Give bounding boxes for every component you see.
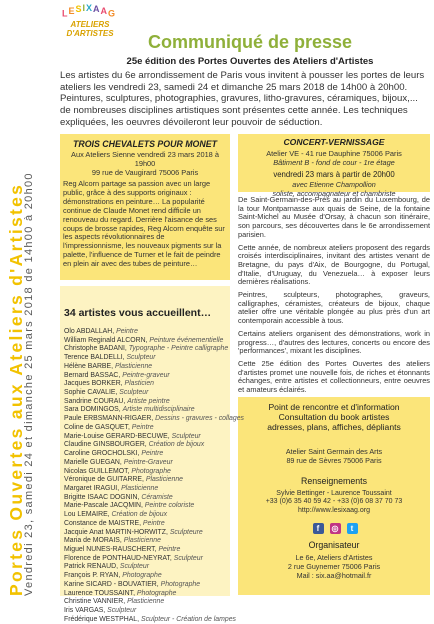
contact-names: Sylvie Bettinger - Laurence Toussaint: [276, 490, 392, 497]
artist-item: [64, 450, 228, 459]
artist-name: Nicolas GUILLEMOT,: [64, 467, 132, 475]
visit-address-street: 89 rue de Sèvres 75006 Paris: [286, 455, 382, 465]
artist-name: Florence de PONTHAUD-NEYRAT,: [64, 554, 174, 562]
logo-letter: S: [75, 4, 83, 15]
artist-discipline: Plasticien: [124, 380, 155, 388]
artist-discipline: Sculpteure: [169, 528, 203, 536]
renseignements-text: [238, 490, 430, 515]
artist-name: Laurence TOUSSAINT,: [64, 589, 137, 597]
description-paragraph: Peintres, sculpteurs, photographes, graveurs, calligraphes, céramistes, créateurs de bijoux, chaque atelier offre une véritable plongée au plus près d'un art contemporain accessible à tous.: [238, 290, 430, 326]
artist-item: [64, 494, 228, 503]
monet-date: Aux Ateliers Sienne vendredi 23 mars 2018 à 19h00: [71, 150, 219, 168]
artist-name: Terence BALDELLI,: [64, 354, 127, 362]
description-paragraph: De Saint-Germain-des-Prés au jardin du Luxembourg, de la tour Montparnasse aux quais de Seine, de la fontaine Saint-Michel au Musée d'Orsay, à chacun son itinéraire, son parcours, ses découvertes dans le 6e arrondissement parisien.: [238, 195, 430, 239]
organisateur-text: [238, 553, 430, 580]
logo-letter: A: [100, 5, 109, 16]
artist-item: [64, 337, 228, 346]
artists-list-title: 34 artistes vous accueillent…: [64, 307, 212, 319]
artist-name: Marie-Louise GERARD-BECUWE,: [64, 432, 172, 440]
monet-address: 99 rue de Vaugirard 75006 Paris: [91, 168, 199, 177]
artist-item: [64, 598, 228, 607]
artist-item: [64, 459, 228, 468]
visit-line: Point de rencontre et d'information: [268, 402, 400, 412]
artist-name: Claudine GINSBOURGER,: [64, 441, 149, 449]
artist-name: Véronique de GUITARRE,: [64, 476, 146, 484]
artist-discipline: Peintre: [131, 423, 154, 431]
visit-address: [238, 448, 430, 465]
twitter-icon[interactable]: t: [347, 523, 358, 534]
monet-description: Reg Alcorn partage sa passion avec un large public, grâce à des supports originaux : démonstrations en peinture… La popularité continue de Claude Monet rend difficile un renouveau du regard. Derrière l'aisance de ses coups de brosse rapides, Reg Alcorn enquête sur les aspects révolutionnaires de l'impressionnisme, les nouveaux pigments sur la palette, l'influence de Turner et le fait de peindre en plein air avec des tubes de peinture…: [63, 179, 225, 269]
artist-name: Constance de MAISTRE,: [64, 519, 143, 527]
side-banner-dates: Vendredi 23, samedi 24 et dimanche 25 mars 2018 de 14h00 à 20h00: [23, 172, 35, 596]
artist-item: [64, 572, 228, 581]
artist-item: [64, 502, 228, 511]
organisateur-name: Le 6e, Ateliers d'Artistes: [295, 553, 373, 562]
organisateur-address: 2 rue Guynemer 75006 Paris: [287, 562, 381, 571]
artist-name: Lou LEMAIRE,: [64, 511, 112, 519]
artist-name: Coline de GASQUET,: [64, 423, 132, 431]
artist-name: Sophie CAVALIE,: [64, 389, 120, 397]
monet-title: TROIS CHEVALETS POUR MONET: [72, 139, 217, 149]
artist-discipline: Photographe: [136, 589, 177, 597]
artist-discipline: Plasticienne: [145, 476, 183, 484]
artist-name: Maria de MORAIS,: [64, 537, 124, 545]
artist-name: Jacques BORKER,: [64, 380, 125, 388]
artist-item: [64, 415, 244, 424]
artist-name: Olo ABDALLAH,: [64, 328, 117, 335]
social-icons: [300, 523, 370, 537]
artist-item: [64, 328, 228, 337]
description-paragraph: Certains ateliers organisent des démonstrations, work in progress…, d'autres des lectures, concerts ou encore des 'performances', mixant les disciplines.: [238, 328, 430, 356]
artist-discipline: Céramiste: [141, 493, 173, 501]
visit-line: adresses, plans, affiches, dépliants: [267, 422, 401, 432]
artist-item: [64, 424, 228, 433]
artist-name: Iris VARGAS,: [64, 607, 108, 614]
artist-item: [64, 511, 228, 520]
visit-address-name: Atelier Saint Germain des Arts: [285, 447, 383, 456]
artist-item: [64, 607, 228, 616]
artist-discipline: Sculpteur: [119, 563, 150, 571]
monet-subtitle: [60, 150, 230, 177]
vernissage-performer-role: soliste, accompagnateur et chambriste: [272, 188, 396, 198]
artist-discipline: Peintre-graveur: [122, 371, 170, 379]
visit-info-heading: [238, 402, 430, 432]
artist-name: William Reginald ALCORN,: [64, 336, 150, 344]
artist-item: [64, 441, 228, 450]
artist-item: [64, 354, 228, 363]
artist-item: [64, 406, 228, 415]
vernissage-performer-name: avec Etienne Champollion: [292, 180, 376, 189]
artist-name: Brigitte ISAAC DOGNIN,: [64, 493, 142, 501]
visit-line: Consultation du book artistes: [278, 412, 390, 422]
artist-discipline: Sculpteur: [126, 354, 156, 362]
side-banner: [0, 48, 38, 596]
artist-discipline: Artiste multidisciplinaire: [122, 406, 195, 414]
logo-letter: L: [61, 8, 69, 19]
artist-name: Caroline GROCHOLSKI,: [64, 450, 142, 458]
organisateur-email[interactable]: Mail : six.aa@hotmail.fr: [296, 571, 372, 580]
artist-discipline: Plasticienne: [123, 537, 161, 545]
edition-subtitle: 25e édition des Portes Ouvertes des Ateliers d'Artistes: [126, 56, 374, 67]
artist-item: [64, 615, 236, 624]
website-link[interactable]: http://www.lesixaag.org: [298, 506, 370, 514]
artist-discipline: Typographe - Peintre calligraphe: [128, 345, 229, 353]
artist-name: Bernard BASSAC,: [64, 371, 123, 379]
artist-discipline: Plasticienne: [114, 362, 153, 370]
artist-discipline: Plasticienne: [127, 598, 165, 606]
artist-discipline: Peintre: [142, 519, 165, 527]
artist-name: Paule ERBSMANN-RIGAER,: [64, 415, 156, 423]
facebook-icon[interactable]: f: [313, 523, 324, 534]
artist-discipline: Sculpteur: [173, 554, 203, 562]
artist-name: Hélène BARBE,: [64, 362, 115, 370]
artist-item: [64, 380, 228, 389]
renseignements-title: Renseignements: [300, 476, 367, 486]
artist-item: [64, 372, 228, 381]
page-title: Communiqué de presse: [147, 32, 353, 52]
artist-name: Jacquie Anat MARTIN-HORWITZ,: [64, 528, 170, 536]
artist-item: [64, 546, 228, 555]
artist-item: [64, 581, 228, 590]
artist-name: Margaret IRAGUI,: [64, 484, 122, 492]
artist-discipline: Artiste peintre: [127, 397, 170, 405]
intro-paragraph: Les artistes du 6e arrondissement de Paris vous invitent à pousser les portes de leurs ateliers les vendredi 23, samedi 24 et dimanche 25 mars 2018 de 14h00 à 20h00. Peintures, sculptures, photographies, gravures, litho-gravures, céramiques, bijoux,... de nombreuses disciplines artistiques sont présentes cette année. Les techniques expliquées, les oeuvres dévoileront leur pouvoir de séduction.: [60, 70, 425, 128]
artist-discipline: Peintre-Graveur: [123, 458, 173, 466]
description-text: [238, 196, 430, 399]
organisateur-title: Organisateur: [308, 540, 360, 550]
artists-list: [64, 328, 244, 624]
logo-letter: E: [68, 5, 76, 16]
artist-item: [64, 345, 228, 354]
artist-discipline: Dessins - gravures - collages: [155, 415, 244, 423]
artist-item: [64, 563, 228, 572]
artist-item: [64, 468, 228, 477]
artist-name: Frédérique WESTPHAL,: [64, 615, 141, 623]
logo-letter: X: [86, 3, 94, 14]
artist-item: [64, 389, 228, 398]
artist-discipline: Photographe: [122, 572, 162, 580]
description-paragraph: Cette 25e édition des Portes Ouvertes des ateliers d'artistes promet une nouvelle fois, de riches et étonnants échanges, entre artistes et collectionneurs, entre oeuvres et amateurs éclairés.: [238, 358, 430, 395]
artist-name: François P. RYAN,: [64, 572, 123, 580]
vernissage-address-line1: Atelier VE - 41 rue Dauphine 75006 Paris: [266, 149, 402, 158]
artist-name: Sandrine COURAU,: [64, 397, 128, 405]
contact-phones: +33 (0)6 35 40 59 42 - +33 (0)6 08 37 70 73: [265, 498, 403, 506]
artist-discipline: Sculpteur: [171, 432, 201, 440]
logo-letter: I: [82, 3, 86, 14]
artist-discipline: Plasticienne: [121, 484, 159, 492]
logo-letter: A: [93, 4, 101, 15]
artist-discipline: Sculpteur: [119, 389, 149, 397]
artist-item: [64, 398, 228, 407]
artist-item: [64, 590, 228, 599]
artist-discipline: Peinture événementielle: [149, 336, 224, 344]
artist-discipline: Peintre coloriste: [144, 502, 195, 510]
side-banner-title: Portes Ouvertes aux Ateliers d'Artistes: [6, 182, 26, 596]
artist-item: [64, 555, 228, 564]
instagram-icon[interactable]: ◎: [330, 523, 341, 534]
artist-discipline: Photographe: [131, 467, 171, 475]
artist-discipline: Peintre: [158, 545, 181, 553]
artist-item: [64, 433, 228, 442]
logo-wordmark: ATELIERS D'ARTISTES: [66, 20, 114, 38]
logo-arc: [61, 3, 117, 19]
artist-name: Miguel NUNES-RAUSCHERT,: [64, 545, 159, 553]
description-paragraph: Cette année, de nombreux ateliers proposent des regards croisés interdisciplinaires, invitant des artistes venant de Bretagne, du pays d'Aix, de Bourgogne, du Portugal, d'Italie, d'Uruguay, du Venezuela… à exposer leurs dernières réalisations.: [238, 242, 430, 287]
artist-item: [64, 520, 228, 529]
artist-discipline: Sculpteur - Création de lampes: [140, 615, 236, 623]
artist-item: [64, 537, 228, 546]
vernissage-address: [238, 149, 430, 167]
artist-item: [64, 363, 228, 372]
artist-discipline: Sculpteur: [107, 607, 137, 614]
artist-name: Patrick RENAUD,: [64, 563, 120, 571]
vernissage-date: vendredi 23 mars à partir de 20h00: [273, 170, 395, 179]
vernissage-address-line2: Bâtiment B - fond de cour - 1re étage: [273, 158, 395, 167]
artist-discipline: Peintre: [141, 450, 164, 458]
logo-letter: G: [108, 8, 117, 19]
artist-discipline: Création de bijoux: [111, 511, 168, 519]
artist-name: Christophe BADANI,: [64, 345, 129, 353]
artist-item: [64, 476, 228, 485]
artist-item: [64, 485, 228, 494]
artist-item: [64, 529, 228, 538]
artist-name: Karine SICARD - BOUVATIER,: [64, 580, 161, 588]
artist-name: Marielle GUEGAN,: [64, 458, 124, 466]
artist-discipline: Photographe: [160, 580, 201, 588]
artist-name: Marie-Pascale JACQMIN,: [64, 502, 145, 510]
artist-name: Christine VANNIER,: [64, 598, 128, 606]
artist-discipline: Peintre: [116, 328, 138, 335]
artist-discipline: Création de bijoux: [148, 441, 205, 449]
artist-name: Sara DOMINGOS,: [64, 406, 123, 414]
vernissage-title: CONCERT-VERNISSAGE: [283, 137, 385, 147]
